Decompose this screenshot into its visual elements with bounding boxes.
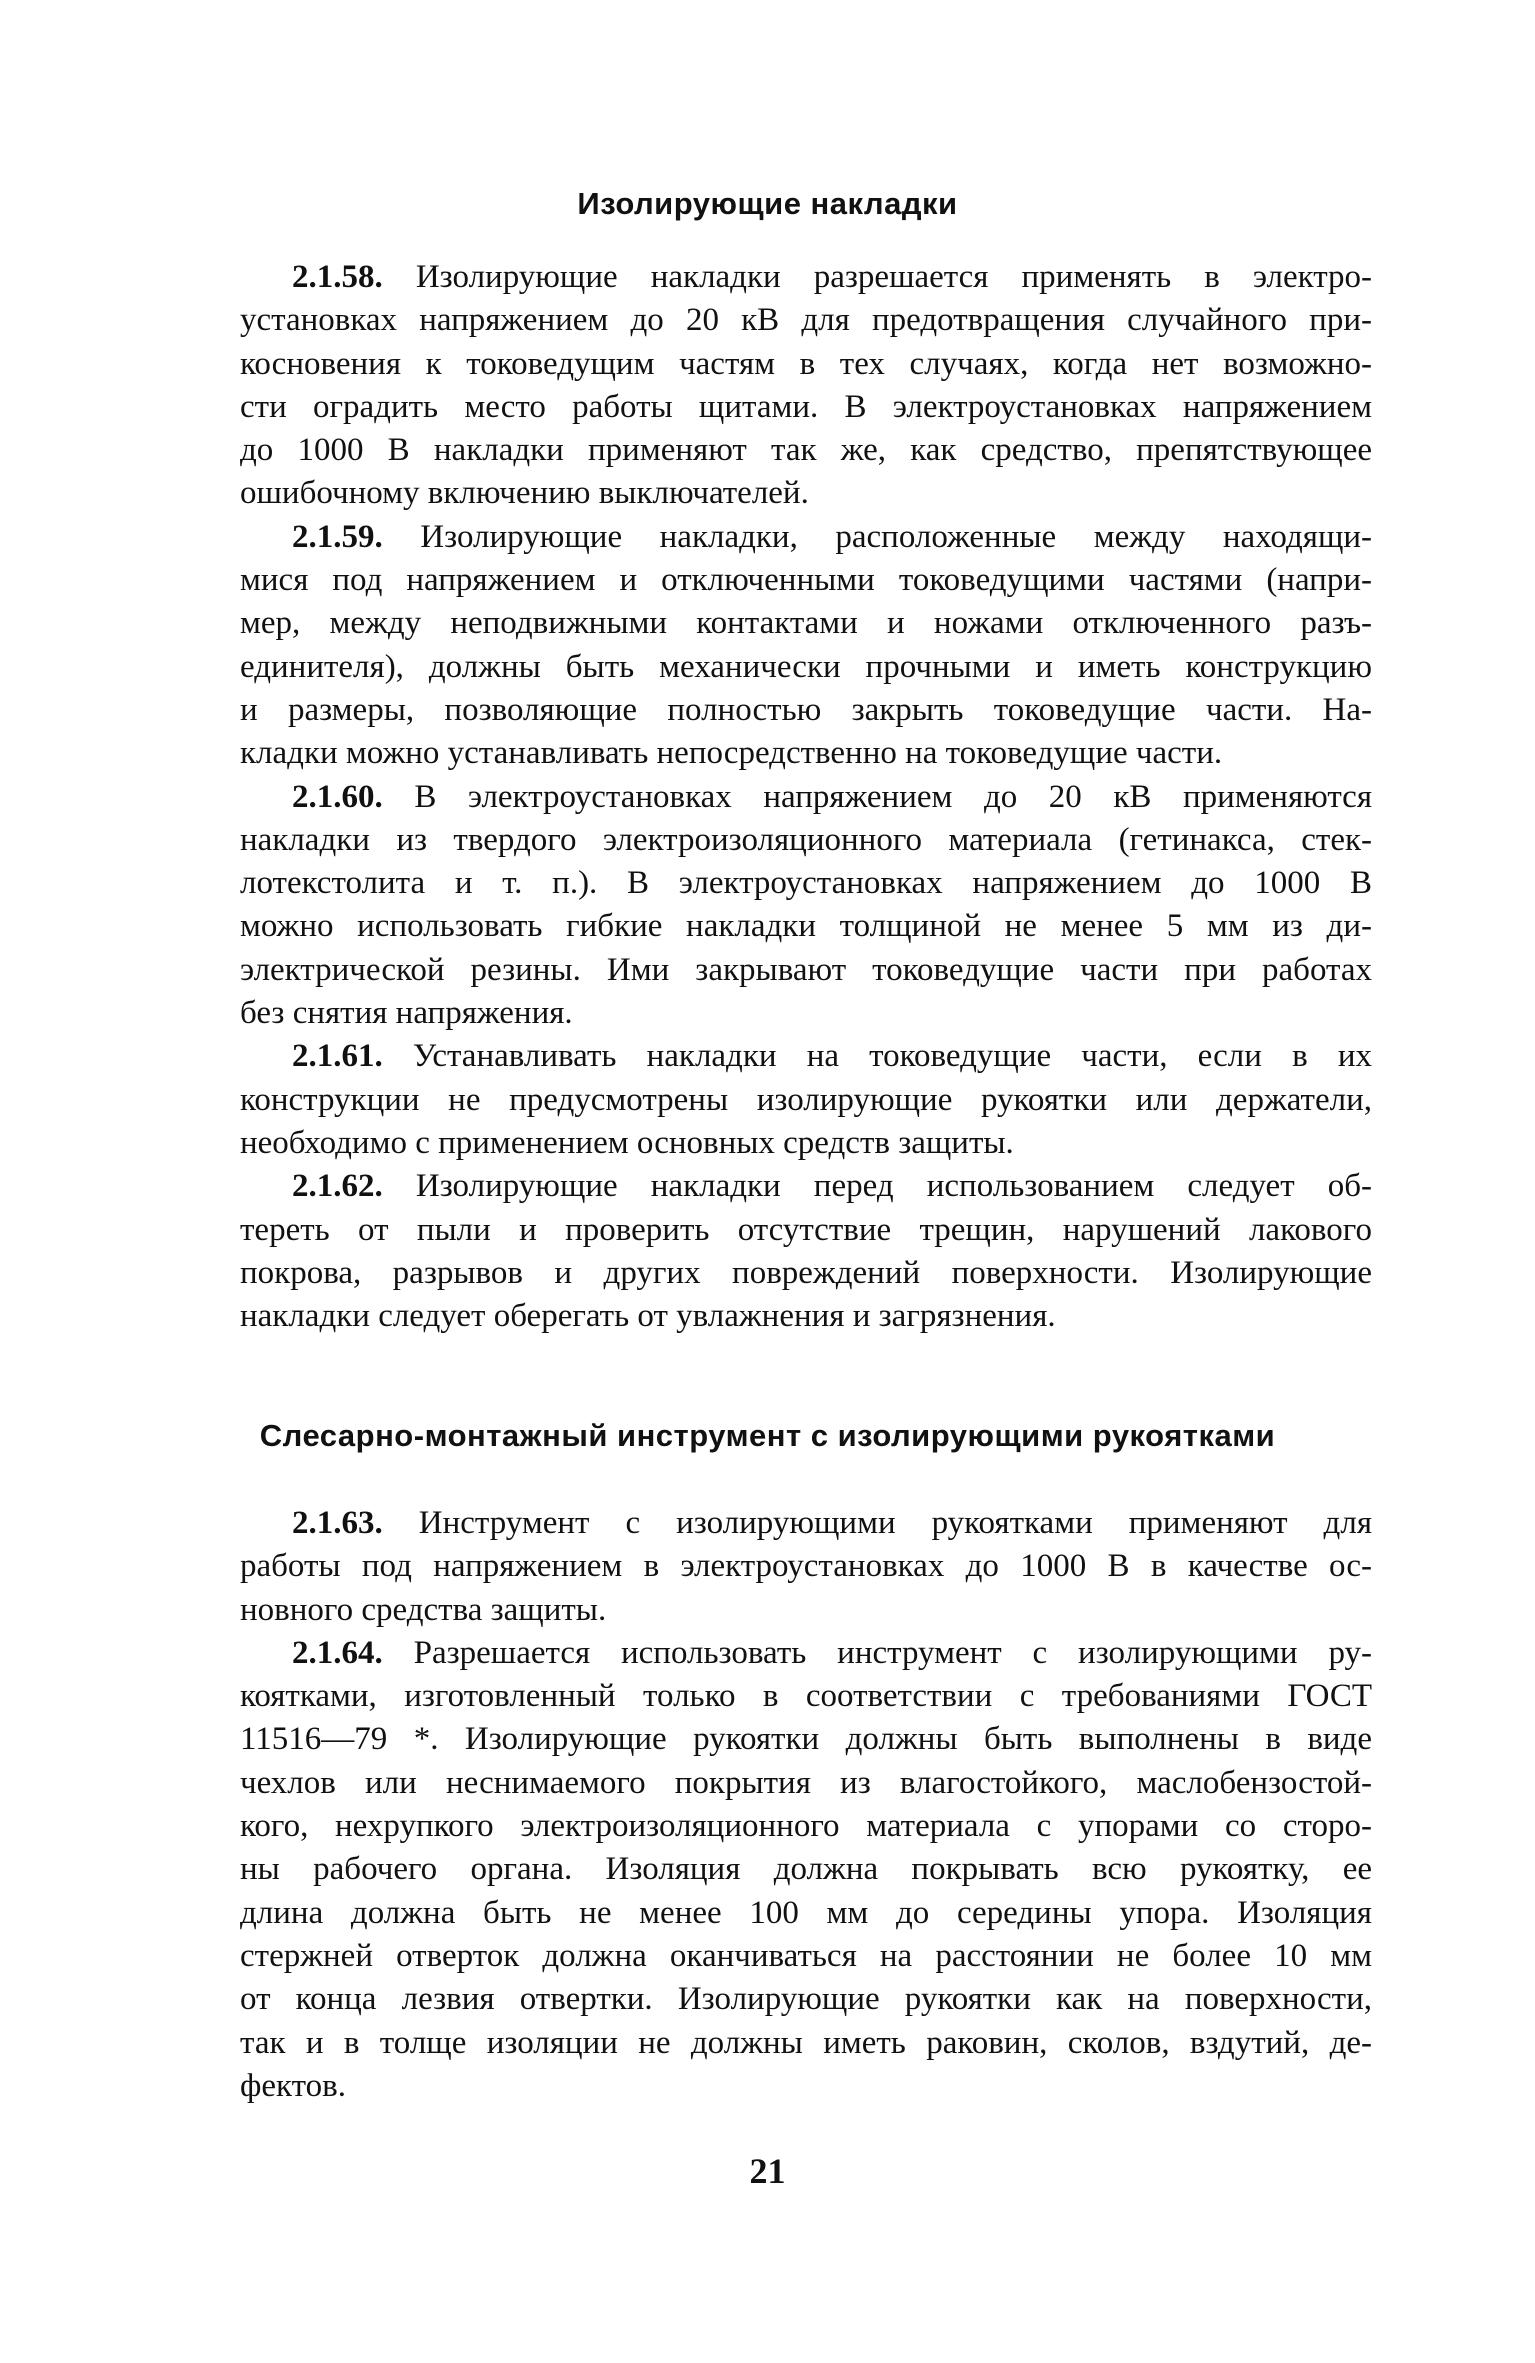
page-number: 21 (749, 2151, 786, 2191)
text-line (240, 689, 1372, 732)
line-text: Изолирующие накладки, расположенные между находящи- (420, 518, 1373, 555)
text-line (240, 1295, 1372, 1338)
paragraph-2-1-59 (240, 516, 1372, 776)
line-text: работы под напряжением в электроустановках до 1000 В в качестве ос- (240, 1548, 1372, 1585)
line-text: сти оградить место работы щитами. В электроустановках напряжением (240, 388, 1372, 425)
paragraph-number: 2.1.59. (292, 518, 383, 555)
paragraph-2-1-58 (240, 256, 1372, 516)
line-text: 11516—79 *. Изолирующие рукоятки должны быть выполнены в виде (240, 1721, 1372, 1758)
line-text: коятками, изготовленный только в соответствии с требованиями ГОСТ (240, 1678, 1372, 1715)
text-line (240, 1675, 1372, 1718)
paragraph-number: 2.1.60. (292, 778, 383, 815)
line-text: можно использовать гибкие накладки толщиной не менее 5 мм из ди- (240, 908, 1372, 945)
section-heading-insulating-pads: Изолирующие накладки (577, 186, 958, 221)
text-line (240, 343, 1372, 386)
line-text: и размеры, позволяющие полностью закрыть токоведущие части. На- (240, 691, 1372, 728)
text-line (240, 299, 1372, 342)
text-line (240, 1892, 1372, 1935)
text-line (240, 1209, 1372, 1252)
line-text: ны рабочего органа. Изоляция должна покрывать всю рукоятку, ее (240, 1851, 1372, 1888)
text-line (240, 905, 1372, 948)
text-line (240, 472, 1372, 515)
line-text: Изолирующие накладки разрешается применять в электро- (415, 259, 1373, 295)
text-line (240, 516, 1372, 559)
line-text: накладки следует оберегать от увлажнения и загрязнения. (240, 1298, 1056, 1335)
section-heading-insulated-tools: Слесарно-монтажный инструмент с изолирующими рукоятками (259, 1418, 1276, 1453)
line-text: В электроустановках напряжением до 20 кВ применяются (414, 778, 1372, 815)
line-text: мер, между неподвижными контактами и ножами отключенного разъ- (240, 605, 1372, 642)
line-text: так и в толще изоляции не должны иметь раковин, сколов, вздутий, де- (240, 2024, 1372, 2061)
line-text: косновения к токоведущим частям в тех случаях, когда нет возможно- (240, 345, 1372, 382)
line-text: мися под напряжением и отключенными токоведущими частями (напри- (240, 562, 1372, 599)
text-line (240, 949, 1372, 992)
line-text: конструкции не предусмотрены изолирующие рукоятки или держатели, (240, 1081, 1372, 1118)
text-line (240, 1502, 1372, 1545)
text-line (240, 1122, 1372, 1165)
paragraph-2-1-60 (240, 776, 1372, 1036)
text-line (240, 646, 1372, 689)
line-text: фектов. (240, 2067, 346, 2104)
text-line (240, 559, 1372, 602)
paragraph-2-1-64 (240, 1632, 1372, 2108)
text-line (240, 1252, 1372, 1295)
line-text: кого, нехрупкого электроизоляционного материала с упорами со сторо- (240, 1808, 1372, 1845)
text-line (240, 732, 1372, 775)
line-text: Устанавливать накладки на токоведущие части, если в их (412, 1038, 1372, 1075)
line-text: длина должна быть не менее 100 мм до середины упора. Изоляция (240, 1894, 1372, 1931)
text-line (240, 776, 1372, 819)
line-text: покрова, разрывов и других повреждений поверхности. Изолирующие (240, 1254, 1372, 1291)
line-text: от конца лезвия отвертки. Изолирующие рукоятки как на поверхности, (240, 1981, 1372, 2018)
line-text: до 1000 В накладки применяют так же, как средство, препятствующее (240, 432, 1372, 469)
line-text: Инструмент с изолирующими рукоятками применяют для (418, 1505, 1372, 1541)
text-line (240, 1978, 1372, 2021)
text-line (240, 1718, 1372, 1761)
line-text: стержней отверток должна оканчиваться на расстоянии не более 10 мм (240, 1937, 1372, 1974)
paragraph-number: 2.1.63. (292, 1505, 383, 1541)
line-text: электрической резины. Ими закрывают токоведущие части при работах (240, 951, 1372, 988)
text-line (240, 1165, 1372, 1208)
text-line (240, 2022, 1372, 2065)
text-line (240, 819, 1372, 862)
section-body-insulating-pads (240, 256, 1372, 1338)
paragraph-2-1-63 (240, 1502, 1372, 1632)
line-text: без снятия напряжения. (240, 995, 573, 1032)
text-line (240, 992, 1372, 1035)
text-line (240, 429, 1372, 472)
line-text: единителя), должны быть механически прочными и иметь конструкцию (240, 648, 1372, 685)
text-line (240, 386, 1372, 429)
line-text: ошибочному включению выключателей. (240, 475, 809, 512)
section-body-insulated-tools (240, 1502, 1372, 2108)
text-line (240, 1935, 1372, 1978)
line-text: новного средства защиты. (240, 1591, 607, 1628)
line-text: Разрешается использовать инструмент с изолирующими ру- (413, 1634, 1372, 1671)
text-line (240, 862, 1372, 905)
line-text: Изолирующие накладки перед использованием следует об- (415, 1168, 1372, 1205)
paragraph-2-1-61 (240, 1035, 1372, 1165)
text-line (240, 1545, 1372, 1588)
line-text: необходимо с применением основных средств защиты. (240, 1124, 1014, 1161)
paragraph-number: 2.1.64. (292, 1634, 383, 1671)
text-line (240, 1632, 1372, 1675)
text-line (240, 1848, 1372, 1891)
paragraph-number: 2.1.58. (292, 259, 383, 295)
text-line (240, 1035, 1372, 1078)
text-line (240, 1762, 1372, 1805)
text-line (240, 2065, 1372, 2108)
text-line (240, 256, 1372, 299)
line-text: кладки можно устанавливать непосредственно на токоведущие части. (240, 735, 1223, 772)
text-line (240, 1589, 1372, 1632)
text-line (240, 1079, 1372, 1122)
line-text: тереть от пыли и проверить отсутствие трещин, нарушений лакового (240, 1211, 1372, 1248)
line-text: установках напряжением до 20 кВ для предотвращения случайного при- (240, 302, 1372, 339)
paragraph-number: 2.1.61. (292, 1038, 383, 1075)
line-text: лотекстолита и т. п.). В электроустановках напряжением до 1000 В (240, 865, 1372, 902)
paragraph-2-1-62 (240, 1165, 1372, 1338)
paragraph-number: 2.1.62. (292, 1168, 383, 1205)
text-line (240, 1805, 1372, 1848)
line-text: чехлов или неснимаемого покрытия из влагостойкого, маслобензостой- (240, 1764, 1372, 1801)
line-text: накладки из твердого электроизоляционного материала (гетинакса, стек- (240, 821, 1372, 858)
text-line (240, 602, 1372, 645)
